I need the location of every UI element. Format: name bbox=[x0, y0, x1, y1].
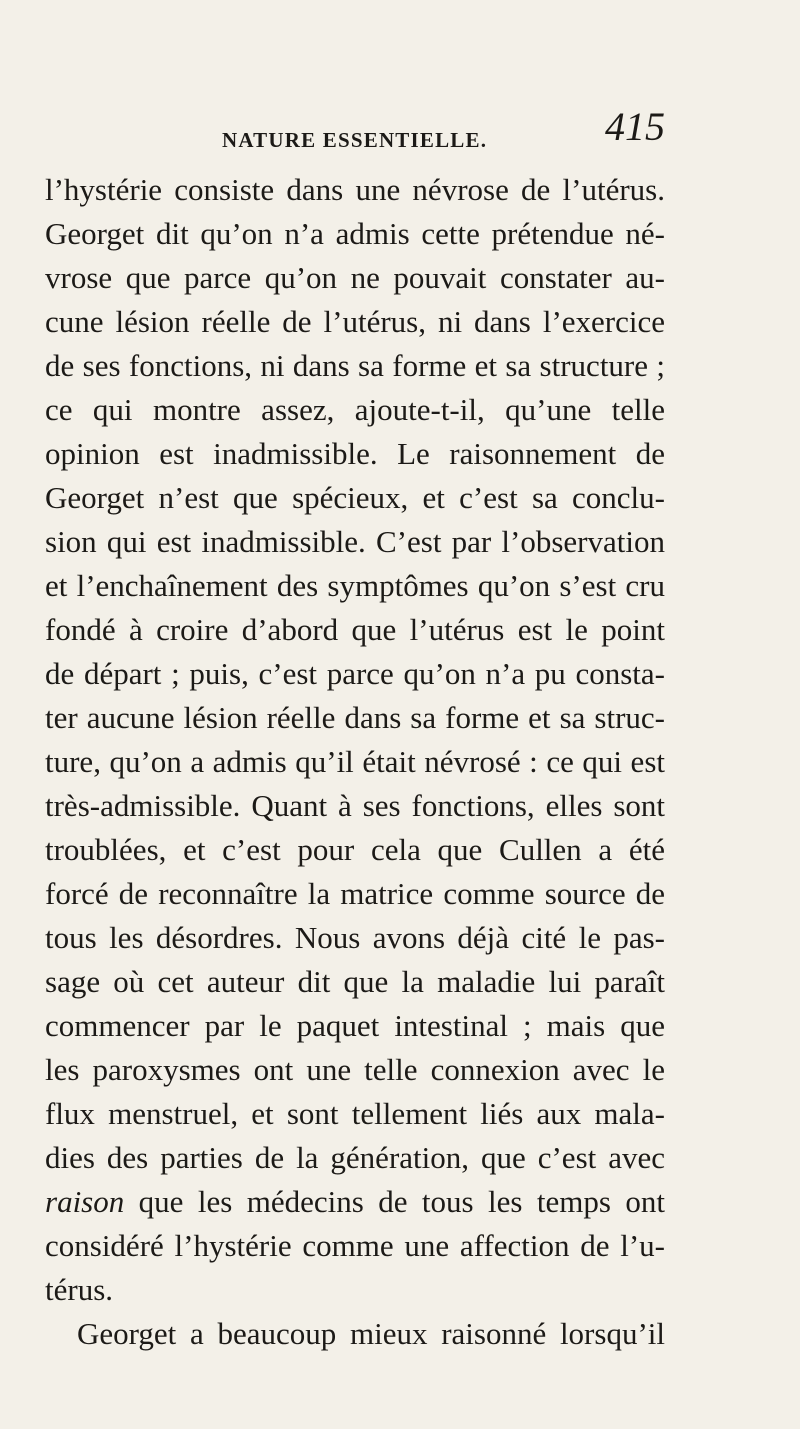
text-line: opinion est inadmissible. Le raisonnement de bbox=[45, 436, 665, 471]
text-line: de départ ; puis, c’est parce qu’on n’a pu consta- bbox=[45, 656, 665, 691]
text-line-rest: que les médecins de tous les temps ont bbox=[124, 1184, 665, 1219]
text-line: troublées, et c’est pour cela que Cullen a été bbox=[45, 832, 665, 867]
text-line: flux menstruel, et sont tellement liés aux mala- bbox=[45, 1096, 665, 1131]
text-line: très-admissible. Quant à ses fonctions, elles sont bbox=[45, 788, 665, 823]
text-line: ture, qu’on a admis qu’il était névrosé : ce qui est bbox=[45, 744, 665, 779]
text-line: cune lésion réelle de l’utérus, ni dans l’exercice bbox=[45, 304, 665, 339]
text-line bbox=[45, 1180, 665, 1224]
text-line: de ses fonctions, ni dans sa forme et sa structure ; bbox=[45, 348, 665, 383]
italic-word: raison bbox=[45, 1184, 125, 1219]
text-line: Georget n’est que spécieux, et c’est sa conclu- bbox=[45, 480, 665, 515]
text-line: et l’enchaînement des symptômes qu’on s’est cru bbox=[45, 568, 665, 603]
text-line: Georget dit qu’on n’a admis cette prétendue né- bbox=[45, 216, 665, 251]
text-line: térus. bbox=[45, 1272, 114, 1307]
text-line: les paroxysmes ont une telle connexion avec le bbox=[45, 1052, 665, 1087]
text-line: ce qui montre assez, ajoute-t-il, qu’une telle bbox=[45, 392, 665, 427]
text-line: fondé à croire d’abord que l’utérus est le point bbox=[45, 612, 665, 647]
text-line: dies des parties de la génération, que c’est avec bbox=[45, 1140, 665, 1175]
text-line: commencer par le paquet intestinal ; mais que bbox=[45, 1008, 665, 1043]
text-line: vrose que parce qu’on ne pouvait constater au- bbox=[45, 260, 665, 295]
text-line: sion qui est inadmissible. C’est par l’observation bbox=[45, 524, 665, 559]
running-title: NATURE ESSENTIELLE. bbox=[222, 128, 488, 152]
text-line: considéré l’hystérie comme une affection de l’u- bbox=[45, 1228, 665, 1263]
text-line: ter aucune lésion réelle dans sa forme et sa struc- bbox=[45, 700, 665, 735]
text-line: sage où cet auteur dit que la maladie lui paraît bbox=[45, 964, 665, 999]
text-line: forcé de reconnaître la matrice comme source de bbox=[45, 876, 665, 911]
text-line: Georget a beaucoup mieux raisonné lorsqu’il bbox=[77, 1316, 665, 1351]
text-line: tous les désordres. Nous avons déjà cité le pas- bbox=[45, 920, 665, 955]
text-line: l’hystérie consiste dans une névrose de l’utérus. bbox=[45, 172, 665, 207]
page-number: 415 bbox=[605, 104, 665, 149]
